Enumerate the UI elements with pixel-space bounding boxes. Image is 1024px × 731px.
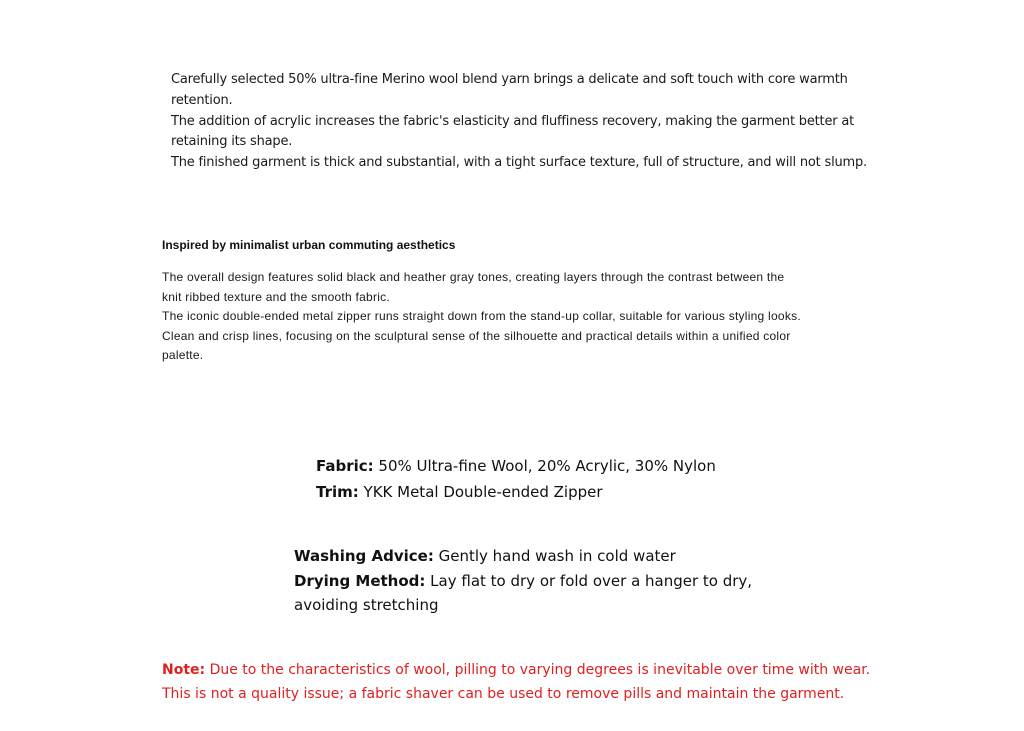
- pilling-note: [162, 659, 870, 706]
- trim-spec: [316, 479, 716, 505]
- trim-label: Trim:: [316, 483, 359, 501]
- washing-value: Gently hand wash in cold water: [433, 547, 676, 565]
- design-heading: Inspired by minimalist urban commuting aesthetics: [162, 238, 456, 252]
- material-line: Carefully selected 50% ultra-fine Merino wool blend yarn brings a delicate and soft touch with core warmth: [171, 72, 848, 87]
- washing-advice: [294, 544, 752, 569]
- drying-label: Drying Method:: [294, 571, 426, 590]
- note-label: Note:: [162, 662, 206, 678]
- fabric-value: 50% Ultra-fine Wool, 20% Acrylic, 30% Nylon: [373, 457, 716, 475]
- material-line: The addition of acrylic increases the fabric's elasticity and fluffiness recovery, making the garment better at: [171, 113, 854, 129]
- design-line: knit ribbed texture and the smooth fabric.: [162, 289, 390, 304]
- material-line: The finished garment is thick and substantial, with a tight surface texture, full of structure, and will not slump.: [171, 155, 867, 171]
- note-line-2: This is not a quality issue; a fabric shaver can be used to remove pills and maintain the garment.: [162, 685, 845, 702]
- drying-method: [294, 569, 752, 594]
- fabric-label: Fabric:: [316, 457, 374, 475]
- drying-value-continued: avoiding stretching: [294, 596, 439, 614]
- fabric-spec: [316, 453, 716, 479]
- washing-label: Washing Advice:: [294, 547, 434, 565]
- design-line: The overall design features solid black and heather gray tones, creating layers through the contrast between the: [162, 270, 785, 284]
- design-line: Clean and crisp lines, focusing on the sculptural sense of the silhouette and practical details within a unified color: [162, 328, 791, 343]
- note-line-1: [162, 659, 870, 683]
- design-line: palette.: [162, 348, 204, 363]
- design-line: The iconic double-ended metal zipper runs straight down from the stand-up collar, suitable for various styling looks.: [162, 309, 801, 324]
- design-description: [162, 268, 872, 366]
- drying-value: Lay flat to dry or fold over a hanger to dry,: [425, 571, 753, 590]
- spec-list: [316, 453, 716, 505]
- material-line: retention.: [171, 92, 233, 108]
- trim-value: YKK Metal Double-ended Zipper: [358, 483, 603, 501]
- note-text-1: Due to the characteristics of wool, pilling to varying degrees is inevitable over time with wear.: [205, 662, 871, 678]
- material-line: retaining its shape.: [171, 134, 293, 150]
- material-description: [171, 70, 871, 174]
- care-instructions: [294, 544, 752, 618]
